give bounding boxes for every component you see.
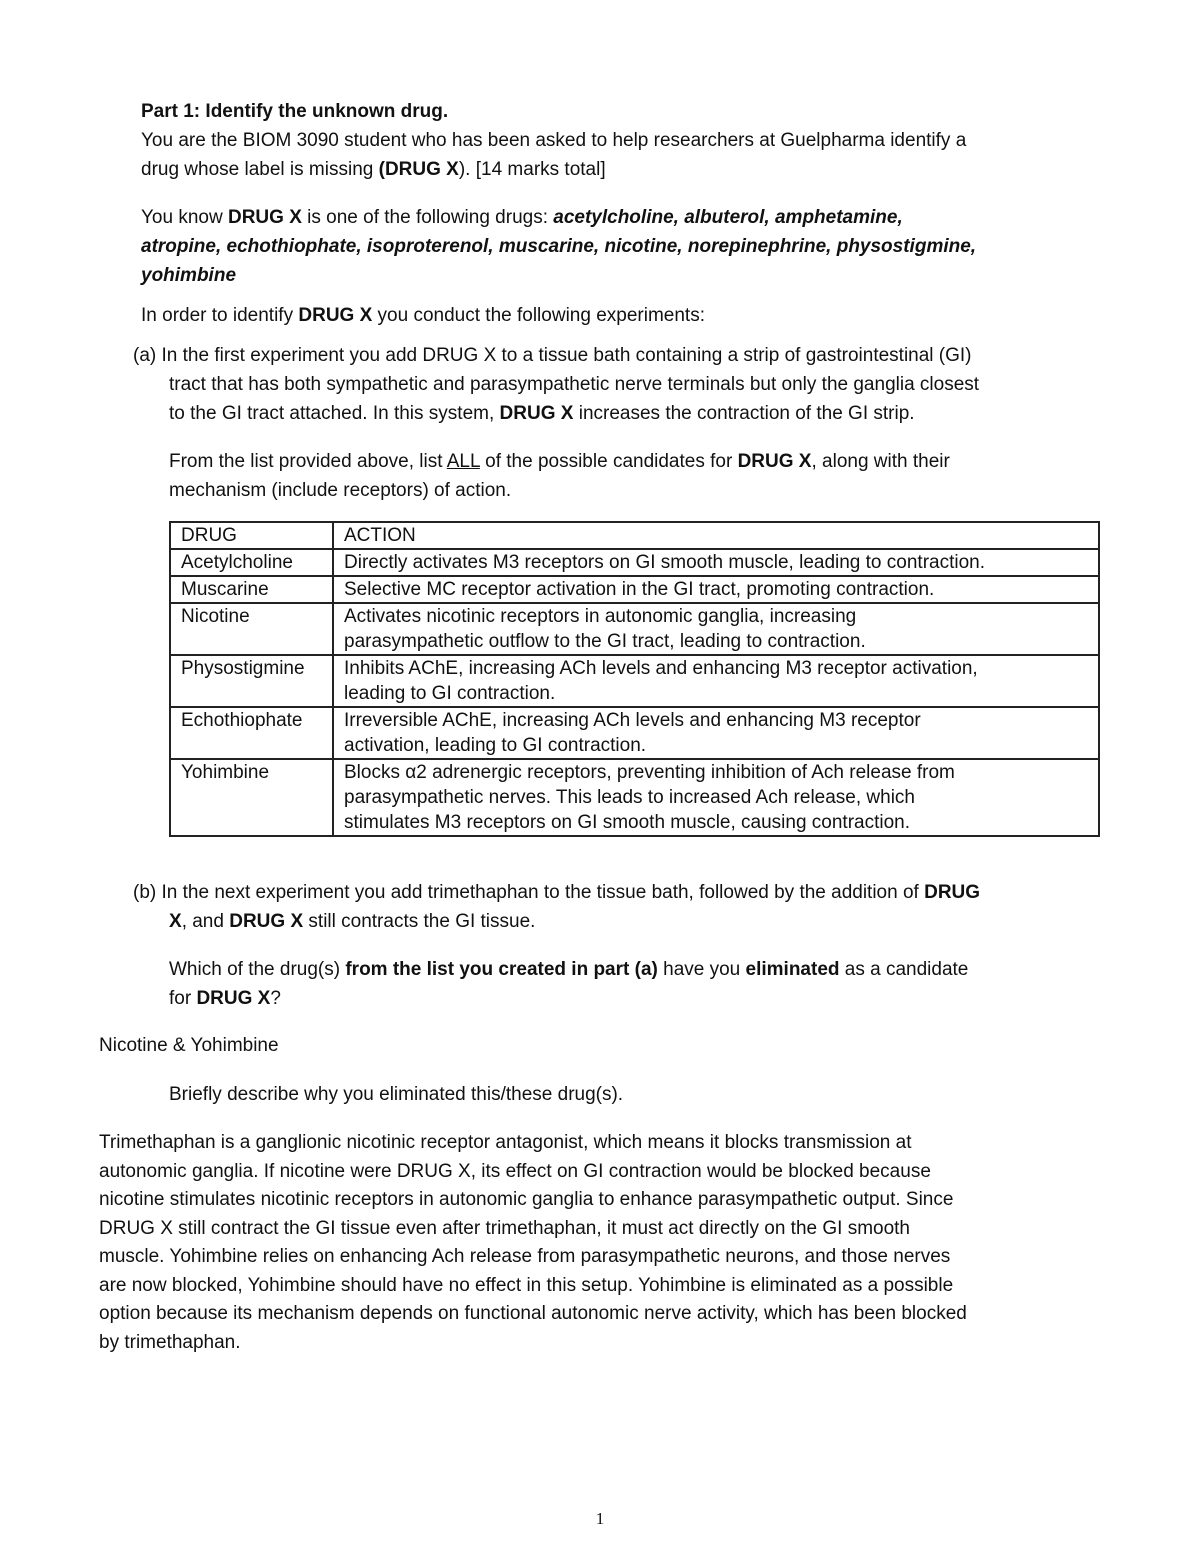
describe-prompt: Briefly describe why you eliminated this/these drug(s). [169,1084,624,1105]
action-cell: Selective MC receptor activation in the GI tract, promoting contraction. [333,576,1099,603]
table-row [170,655,1099,707]
action-cell: Activates nicotinic receptors in autonomic ganglia, increasing parasympathetic outflow to the GI tract, leading to contraction. [333,603,1099,655]
table-header-drug: DRUG [170,522,333,549]
action-cell: Blocks α2 adrenergic receptors, preventing inhibition of Ach release from parasympathetic nerves. This leads to increased Ach release, which stimulates M3 receptors on GI smooth muscle, causing contraction. [333,759,1099,836]
table-header-row [170,522,1099,549]
candidates-line-2: atropine, echothiophate, isoproterenol, muscarine, nicotine, norepinephrine, physostigmine, [141,236,977,257]
explanation-line: nicotine stimulates nicotinic receptors in autonomic ganglia to enhance parasympathetic output. Since [99,1189,954,1210]
intro-line-2: drug whose label is missing (DRUG X). [14 marks total] [141,159,606,180]
question-a-line-1: (a) In the first experiment you add DRUG X to a tissue bath containing a strip of gastrointestinal (GI) [133,345,972,366]
question-a-prompt-line-1: From the list provided above, list ALL of the possible candidates for DRUG X, along with their [169,451,950,472]
question-b-prompt-line-1: Which of the drug(s) from the list you created in part (a) have you eliminated as a candidate [169,959,969,980]
explanation-line: option because its mechanism depends on functional autonomic nerve activity, which has been blocked [99,1303,967,1324]
drug-cell: Nicotine [170,603,333,655]
part-heading: Part 1: Identify the unknown drug. [141,101,449,122]
drug-cell: Acetylcholine [170,549,333,576]
question-b-prompt-line-2: for DRUG X? [169,988,281,1009]
drug-cell: Echothiophate [170,707,333,759]
table-row [170,707,1099,759]
answer-eliminated-drugs: Nicotine & Yohimbine [99,1035,279,1056]
table-row [170,549,1099,576]
explanation-line: muscle. Yohimbine relies on enhancing Ach release from parasympathetic neurons, and those nerves [99,1246,951,1267]
action-cell: Directly activates M3 receptors on GI smooth muscle, leading to contraction. [333,549,1099,576]
candidates-line-3: yohimbine [141,265,237,286]
page-number: 1 [595,1509,605,1528]
intro-line-1: You are the BIOM 3090 student who has been asked to help researchers at Guelpharma identify a [141,130,967,151]
table-row [170,759,1099,836]
question-a-prompt-line-2: mechanism (include receptors) of action. [169,480,512,501]
explanation-line: DRUG X still contract the GI tissue even after trimethaphan, it must act directly on the GI smooth [99,1218,910,1239]
drug-cell: Yohimbine [170,759,333,836]
table-header-action: ACTION [333,522,1099,549]
table-row [170,576,1099,603]
explanation-line: Trimethaphan is a ganglionic nicotinic receptor antagonist, which means it blocks transmission at [99,1132,912,1153]
question-b-line-2: X, and DRUG X still contracts the GI tissue. [169,911,536,932]
candidates-line-1: You know DRUG X is one of the following drugs: acetylcholine, albuterol, amphetamine, [141,207,903,228]
action-cell: Irreversible AChE, increasing ACh levels and enhancing M3 receptor activation, leading to GI contraction. [333,707,1099,759]
drug-cell: Physostigmine [170,655,333,707]
action-cell: Inhibits AChE, increasing ACh levels and enhancing M3 receptor activation, leading to GI contraction. [333,655,1099,707]
question-b-line-1: (b) In the next experiment you add trimethaphan to the tissue bath, followed by the addition of DRUG [133,882,981,903]
explanation-line: autonomic ganglia. If nicotine were DRUG X, its effect on GI contraction would be blocked because [99,1161,931,1182]
question-a-line-3: to the GI tract attached. In this system, DRUG X increases the contraction of the GI strip. [169,403,915,424]
experiments-intro: In order to identify DRUG X you conduct the following experiments: [141,305,705,326]
explanation-line: by trimethaphan. [99,1332,241,1353]
drug-table [169,521,1100,837]
drug-cell: Muscarine [170,576,333,603]
explanation-line: are now blocked, Yohimbine should have no effect in this setup. Yohimbine is eliminated as a possible [99,1275,954,1296]
question-a-line-2: tract that has both sympathetic and parasympathetic nerve terminals but only the ganglia closest [169,374,980,395]
table-row [170,603,1099,655]
